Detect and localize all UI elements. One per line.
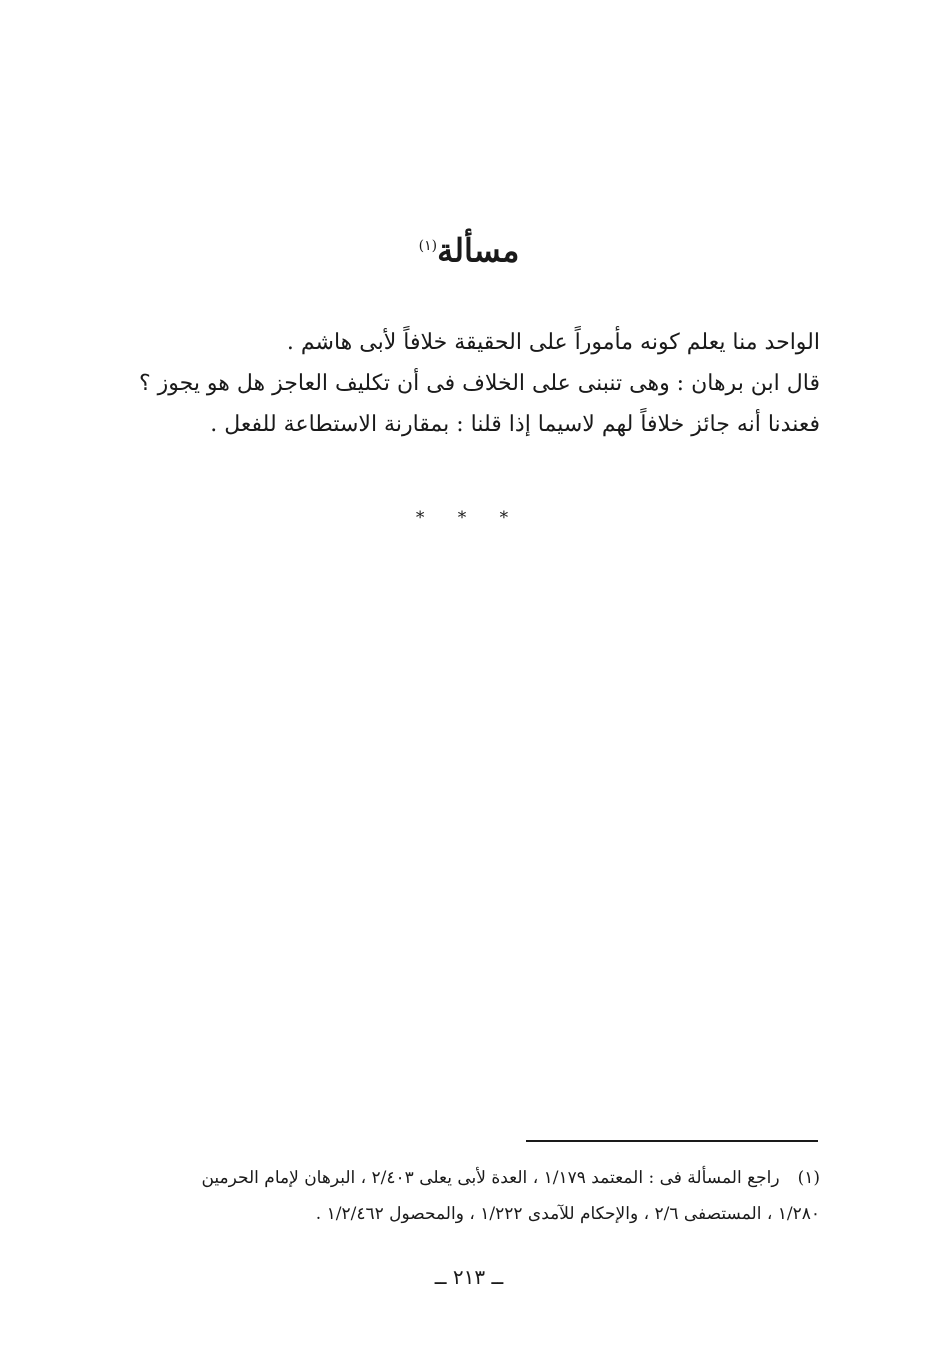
footnote-marker: (١) — [797, 1168, 820, 1188]
title-footnote-ref: (١) — [418, 238, 438, 254]
section-title-text: مسألة — [437, 231, 520, 270]
section-separator: * * * — [415, 508, 523, 528]
body-line: الواحد منا يعلم كونه مأموراً على الحقيقة خلافاً لأبى هاشم . — [286, 330, 820, 355]
body-line: قال ابن برهان : وهى تنبنى على الخلاف فى أن تكليف العاجز هل هو يجوز ؟ — [138, 371, 820, 396]
body-text — [120, 322, 820, 445]
footnote-text: راجع المسألة فى : المعتمد ١/١٧٩ ، العدة لأبى يعلى ٢/٤٠٣ ، البرهان لإمام الحرمين — [201, 1168, 780, 1188]
section-title — [0, 222, 938, 275]
body-line: فعندنا أنه جائز خلافاً لهم لاسيما إذا قلنا : بمقارنة الاستطاعة للفعل . — [210, 412, 820, 437]
footnote-line: ١/٢٨٠ ، المستصفى ٢/٦ ، والإحكام للآمدى ١/٢٢٢ ، والمحصول ١/٢/٤٦٢ . — [315, 1204, 820, 1224]
footnote-divider — [526, 1140, 818, 1142]
page-number: ــ ٢١٣ ــ — [434, 1265, 504, 1289]
footnotes — [120, 1160, 820, 1232]
footnote-line — [120, 1160, 820, 1196]
